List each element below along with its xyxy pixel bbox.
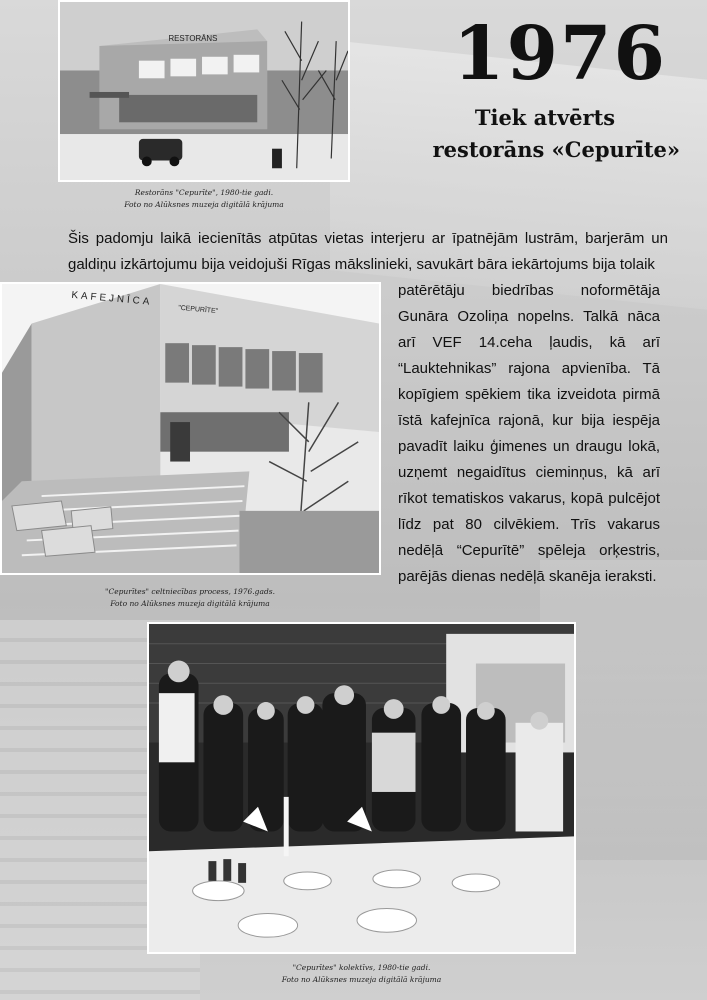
restaurant-sign: RESTORĀNS bbox=[168, 34, 218, 44]
photo-caption: "Cepurītes" kolektīvs, 1980-tie gadi. Foto no Alūksnes muzeja digitālā krājuma bbox=[281, 963, 442, 984]
photo-restaurant-building bbox=[58, 0, 350, 182]
cafe-sign-name: "CEPURĪTE" bbox=[177, 304, 219, 316]
cafe-sign: KAFEJNĪCA bbox=[71, 289, 153, 308]
photo-caption: Restorāns "Cepurīte", 1980-tie gadi. Foto no Alūksnes muzeja digitālā krājuma bbox=[124, 188, 284, 209]
year-heading: 1976 bbox=[453, 11, 667, 97]
body-paragraph-top: Šis padomju laikā iecienītās atpūtas vietas interjeru ar īpatnējām lustrām, barjerām un galdiņu izkārtojumu bija veidojuši Rīgas mākslinieki, savukārt bāra iekārtojums bija tolaik bbox=[68, 230, 668, 273]
photo-caption: "Cepurītes" celtniecības process, 1976.gads. Foto no Alūksnes muzeja digitālā krājuma bbox=[105, 587, 275, 608]
page-title: Tiek atvērts restorāns «Cepurīte» bbox=[432, 105, 680, 162]
photo-staff-group bbox=[147, 622, 576, 954]
body-paragraph-side: patērētāju biedrības noformētāja Gunāra Ozoliņa nopelns. Talkā nāca arī VEF 14.ceha ļaudis, kā arī “Lauktehnikas” rajona apvienība. Tā kopīgiem spēkiem tika izveidota pirmā īstā kafejnīca rajonā, kur bija iespēja pavadīt laiku ģimenes un draugu lokā, uzņemt negaidītus cieminņus, kā arī rīkot tematiskos vakarus, kopā pulcējot līdz pat 80 cilvēkiem. Trīs vakarus nedēļā “Cepurītē” spēleja orķestris, parējās dienas nedēļā skanēja ieraksti. bbox=[398, 282, 660, 585]
photo-construction bbox=[0, 282, 381, 575]
